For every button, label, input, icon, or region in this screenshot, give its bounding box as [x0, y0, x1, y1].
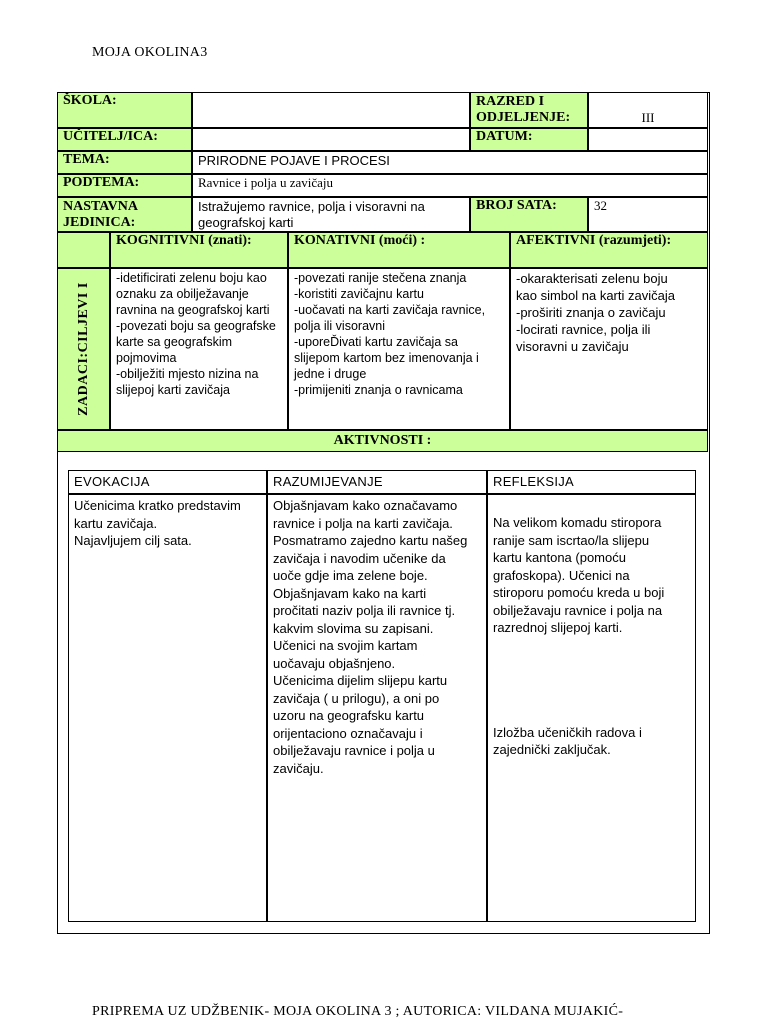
tema-label-cell — [57, 151, 192, 174]
razred-label-line1: RAZRED I — [476, 94, 545, 109]
kognitivni-item: ravnina na geografskoj karti — [116, 303, 270, 317]
razumijevanje-line: obilježavaju ravnice i polja u — [273, 743, 435, 758]
nastavna-label-line2: JEDINICA: — [63, 215, 136, 230]
evokacija-column — [68, 494, 267, 922]
refleksija-bottom-line: Izložba učeničkih radova i — [493, 724, 642, 740]
kognitivni-header-cell — [110, 232, 288, 268]
refleksija-gap — [493, 637, 690, 724]
broj-sata-value-cell — [588, 197, 708, 232]
afektivni-item: -okarakterisati zelenu boju — [516, 271, 668, 286]
refleksija-spacer — [493, 497, 690, 514]
konativni-item: -koristiti zavičajnu kartu — [294, 287, 424, 301]
tema-label: TEMA: — [63, 152, 110, 167]
refleksija-line: obilježavaju ravnice i polja na — [493, 602, 663, 618]
refleksija-header — [487, 470, 696, 494]
datum-value-cell — [588, 128, 708, 151]
refleksija-line: grafoskopa). Učenici na — [493, 567, 630, 583]
nastavna-label-cell — [57, 197, 192, 232]
podtema-label-cell — [57, 174, 192, 197]
skola-value-cell — [192, 92, 470, 128]
afektivni-header-cell — [510, 232, 708, 268]
refleksija-header-label: REFLEKSIJA — [493, 474, 575, 489]
document-footer: PRIPREMA UZ UDŽBENIK- MOJA OKOLINA 3 ; AUTORICA: VILDANA MUJAKIĆ- — [92, 1004, 624, 1019]
evokacija-line: Učenicima kratko predstavim — [74, 498, 241, 513]
razumijevanje-line: pročitati naziv polja ili ravnice tj. — [273, 603, 456, 618]
konativni-item: -uočavati na karti zavičaja ravnice, — [294, 303, 486, 317]
konativni-item: jedne i druge — [294, 367, 367, 381]
afektivni-list — [510, 268, 708, 430]
goals-side-label: ZADACI:CILJEVI I — [75, 282, 91, 416]
afektivni-header: AFEKTIVNI (razumjeti): — [516, 233, 672, 248]
razumijevanje-line: uoče gdje ima zelene boje. — [273, 568, 428, 583]
razumijevanje-line: Objašnjavam kako označavamo — [273, 498, 458, 513]
razumijevanje-header — [267, 470, 487, 494]
razumijevanje-line: zavičaja i navodim učenike da — [273, 550, 446, 566]
datum-label: DATUM: — [476, 129, 533, 144]
razumijevanje-line: orijentaciono označavaju i — [273, 725, 423, 741]
afektivni-item: -proširiti znanja o zavičaju — [516, 305, 666, 320]
skola-label-cell — [57, 92, 192, 128]
kognitivni-item: -povezati boju sa geografske — [116, 319, 276, 333]
razumijevanje-line: Posmatramo zajedno kartu našeg — [273, 533, 468, 548]
podtema-value: Ravnice i polja u zavičaju — [198, 175, 334, 190]
document-header: MOJA OKOLINA3 — [92, 45, 208, 60]
goals-corner-cell — [57, 232, 110, 268]
konativni-header: KONATIVNI (moći) : — [294, 233, 426, 248]
razumijevanje-line: Učenici na svojim kartam — [273, 638, 418, 653]
razumijevanje-header-label: RAZUMIJEVANJE — [273, 474, 383, 489]
razred-label-line2: ODJELJENJE: — [476, 110, 571, 125]
afektivni-item: -locirati ravnice, polja ili — [516, 322, 651, 337]
aktivnosti-header: AKTIVNOSTI : — [333, 433, 432, 448]
kognitivni-header: KOGNITIVNI (znati): — [116, 233, 252, 248]
razumijevanje-line: zavičaju. — [273, 760, 324, 776]
goals-side-label-cell — [57, 268, 110, 430]
refleksija-line: ranije sam iscrtao/la slijepu — [493, 532, 650, 548]
afektivni-item: visoravni u zavičaju — [516, 339, 629, 354]
ucitelj-label-cell — [57, 128, 192, 151]
nastavna-label-line1: NASTAVNA — [63, 199, 138, 214]
ucitelj-value-cell — [192, 128, 470, 151]
ucitelj-label: UČITELJ/ICA: — [63, 129, 158, 144]
konativni-header-cell — [288, 232, 510, 268]
kognitivni-item: slijepoj karti zavičaja — [116, 383, 230, 397]
kognitivni-item: pojmovima — [116, 351, 177, 365]
razumijevanje-line: Objašnjavam kako na karti — [273, 585, 427, 601]
konativni-item: -primijeniti znanja o ravnicama — [294, 383, 463, 397]
kognitivni-list — [110, 268, 288, 430]
refleksija-line: kartu kantona (pomoću — [493, 550, 626, 565]
razumijevanje-line: zavičaja ( u prilogu), a oni po — [273, 690, 440, 706]
kognitivni-item: -idetificirati zelenu boju kao — [116, 271, 267, 285]
broj-sata-label-cell — [470, 197, 588, 232]
razumijevanje-line: ravnice i polja na karti zavičaja. — [273, 515, 453, 531]
razumijevanje-line: kakvim slovima su zapisani. — [273, 620, 434, 636]
evokacija-header-label: EVOKACIJA — [74, 474, 150, 489]
skola-label: ŠKOLA: — [63, 93, 117, 108]
refleksija-line: stiroporu pomoću kreda u boji — [493, 585, 665, 600]
konativni-list — [288, 268, 510, 430]
razumijevanje-line: uzoru na geografsku kartu — [273, 708, 425, 723]
afektivni-item: kao simbol na karti zavičaja — [516, 288, 675, 303]
nastavna-value-cell — [192, 197, 470, 232]
refleksija-line: razrednoj slijepoj karti. — [493, 620, 623, 635]
razred-value-cell — [588, 92, 708, 128]
evokacija-line: kartu zavičaja. — [74, 515, 158, 531]
nastavna-value-line1: Istražujemo ravnice, polja i visoravni na — [198, 199, 425, 214]
refleksija-column — [487, 494, 696, 922]
razumijevanje-line: Učenicima dijelim slijepu kartu — [273, 673, 448, 688]
evokacija-line: Najavljujem cilj sata. — [74, 533, 192, 548]
konativni-item: polja ili visoravni — [294, 319, 386, 333]
tema-value-cell — [192, 151, 708, 174]
datum-label-cell — [470, 128, 588, 151]
refleksija-line: Na velikom komadu stiropora — [493, 515, 662, 530]
broj-sata-value: 32 — [594, 198, 607, 213]
refleksija-bottom-line: zajednički zaključak. — [493, 742, 611, 757]
razumijevanje-line: uočavaju objašnjeno. — [273, 655, 396, 671]
razred-label-cell — [470, 92, 588, 128]
razumijevanje-column — [267, 494, 487, 922]
konativni-item: -uporeĎivati kartu zavičaja sa — [294, 335, 458, 349]
konativni-item: -povezati ranije stečena znanja — [294, 271, 467, 285]
konativni-item: slijepom kartom bez imenovanja i — [294, 351, 479, 365]
nastavna-value-line2: geografskoj karti — [198, 215, 294, 230]
tema-value: PRIRODNE POJAVE I PROCESI — [198, 153, 390, 168]
broj-sata-label: BROJ SATA: — [476, 198, 557, 213]
evokacija-header — [68, 470, 267, 494]
kognitivni-item: karte sa geografskim — [116, 335, 233, 349]
podtema-label: PODTEMA: — [63, 175, 140, 190]
aktivnosti-header-cell — [57, 430, 708, 452]
kognitivni-item: -obilježiti mjesto nizina na — [116, 367, 259, 381]
kognitivni-item: oznaku za obilježavanje — [116, 287, 249, 301]
podtema-value-cell — [192, 174, 708, 197]
razred-value: III — [641, 110, 655, 125]
